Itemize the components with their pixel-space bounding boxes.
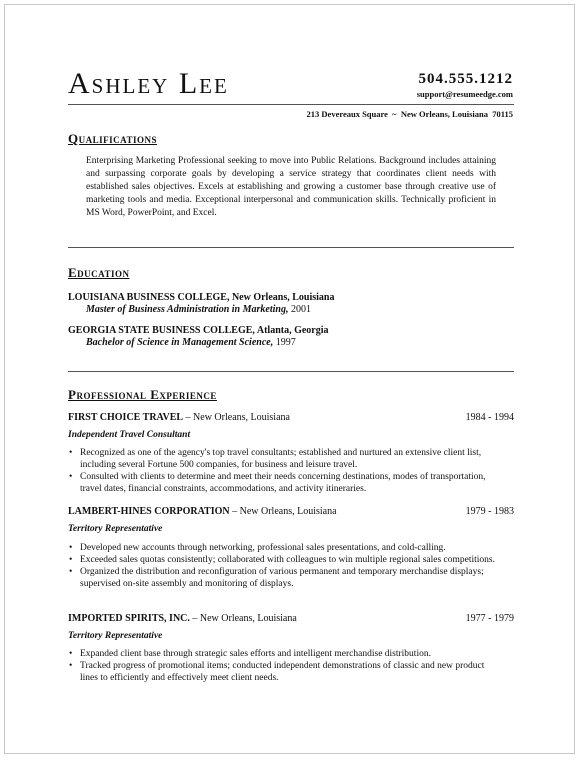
job-role: Territory Representative [68,631,163,641]
degree-name: Master of Business Administration in Marketing, [86,304,289,315]
header-divider [68,104,514,105]
company-name: LAMBERT-HINES CORPORATION [68,506,230,517]
company-name: IMPORTED SPIRITS, INC. [68,613,190,624]
job-header [68,506,514,518]
education-divider [68,371,514,372]
job-duties [68,447,498,495]
list-item: • Recognized as one of the agency's top travel consultants; established and nurtured an extensive client list, including several Fortune 500 companies, for business and leisure travel. [78,447,498,471]
degree-line [68,304,334,316]
school-name: GEORGIA STATE BUSINESS COLLEGE, Atlanta, Georgia [68,325,329,336]
qualifications-divider [68,247,514,248]
job-dates: 1984 - 1994 [465,412,514,423]
postal-address: 213 Devereaux Square ~ New Orleans, Louisiana 70115 [306,109,513,119]
job-duties [68,648,498,684]
company-location: – New Orleans, Louisiana [229,506,337,517]
education-heading: Education [68,265,130,280]
list-item: • Expanded client base through strategic sales efforts and intelligent merchandise distribution. [78,648,498,660]
job-header [68,613,514,625]
job-dates: 1979 - 1983 [465,506,514,517]
company-location: – New Orleans, Louisiana [189,613,297,624]
company-name: FIRST CHOICE TRAVEL [68,412,184,423]
education-entry [68,292,334,316]
list-item: • Exceeded sales quotas consistently; collaborated with colleagues to win multiple regional sales competitions. [78,554,498,566]
qualifications-summary: Enterprising Marketing Professional seeking to move into Public Relations. Background includes attaining and surpassing corporate goals by developing a service strategy that coordinates client needs with established sales objectives. Excels at establishing and growing a customer base through creative use of marketing tools and media. Exceptional interpersonal and communication skills. Technically proficient in MS Word, PowerPoint, and Excel. [86,156,496,218]
school-name: LOUISIANA BUSINESS COLLEGE, New Orleans, Louisiana [68,292,335,303]
phone-number: 504.555.1212 [418,71,513,87]
list-item: • Tracked progress of promotional items; conducted independent demonstrations of classic and new product lines to efficiently and effectively meet client needs. [78,660,498,684]
list-item: • Developed new accounts through networking, professional sales presentations, and cold-calling. [78,542,498,554]
candidate-name: Ashley Lee [68,67,229,100]
job-role: Territory Representative [68,524,163,534]
experience-heading: Professional Experience [68,387,217,402]
email-address: support@resumeedge.com [416,89,513,99]
degree-year: 2001 [288,304,311,315]
job-role: Independent Travel Consultant [68,430,191,440]
education-entry [68,325,329,349]
list-item: • Organized the distribution and reconfiguration of various permanent and temporary merchandise displays; supervised on-site assembly and monitoring of displays. [78,566,498,590]
qualifications-heading: Qualifications [68,131,157,146]
list-item: • Consulted with clients to determine and meet their needs concerning destinations, modes of transportation, travel dates, financial constraints, accommodations, and activity itineraries. [78,471,498,495]
job-duties [68,542,498,590]
job-dates: 1977 - 1979 [465,613,514,624]
degree-line [68,337,329,349]
degree-year: 1997 [273,337,296,348]
degree-name: Bachelor of Science in Management Science, [86,337,274,348]
job-header [68,412,514,424]
company-location: – New Orleans, Louisiana [183,412,290,423]
